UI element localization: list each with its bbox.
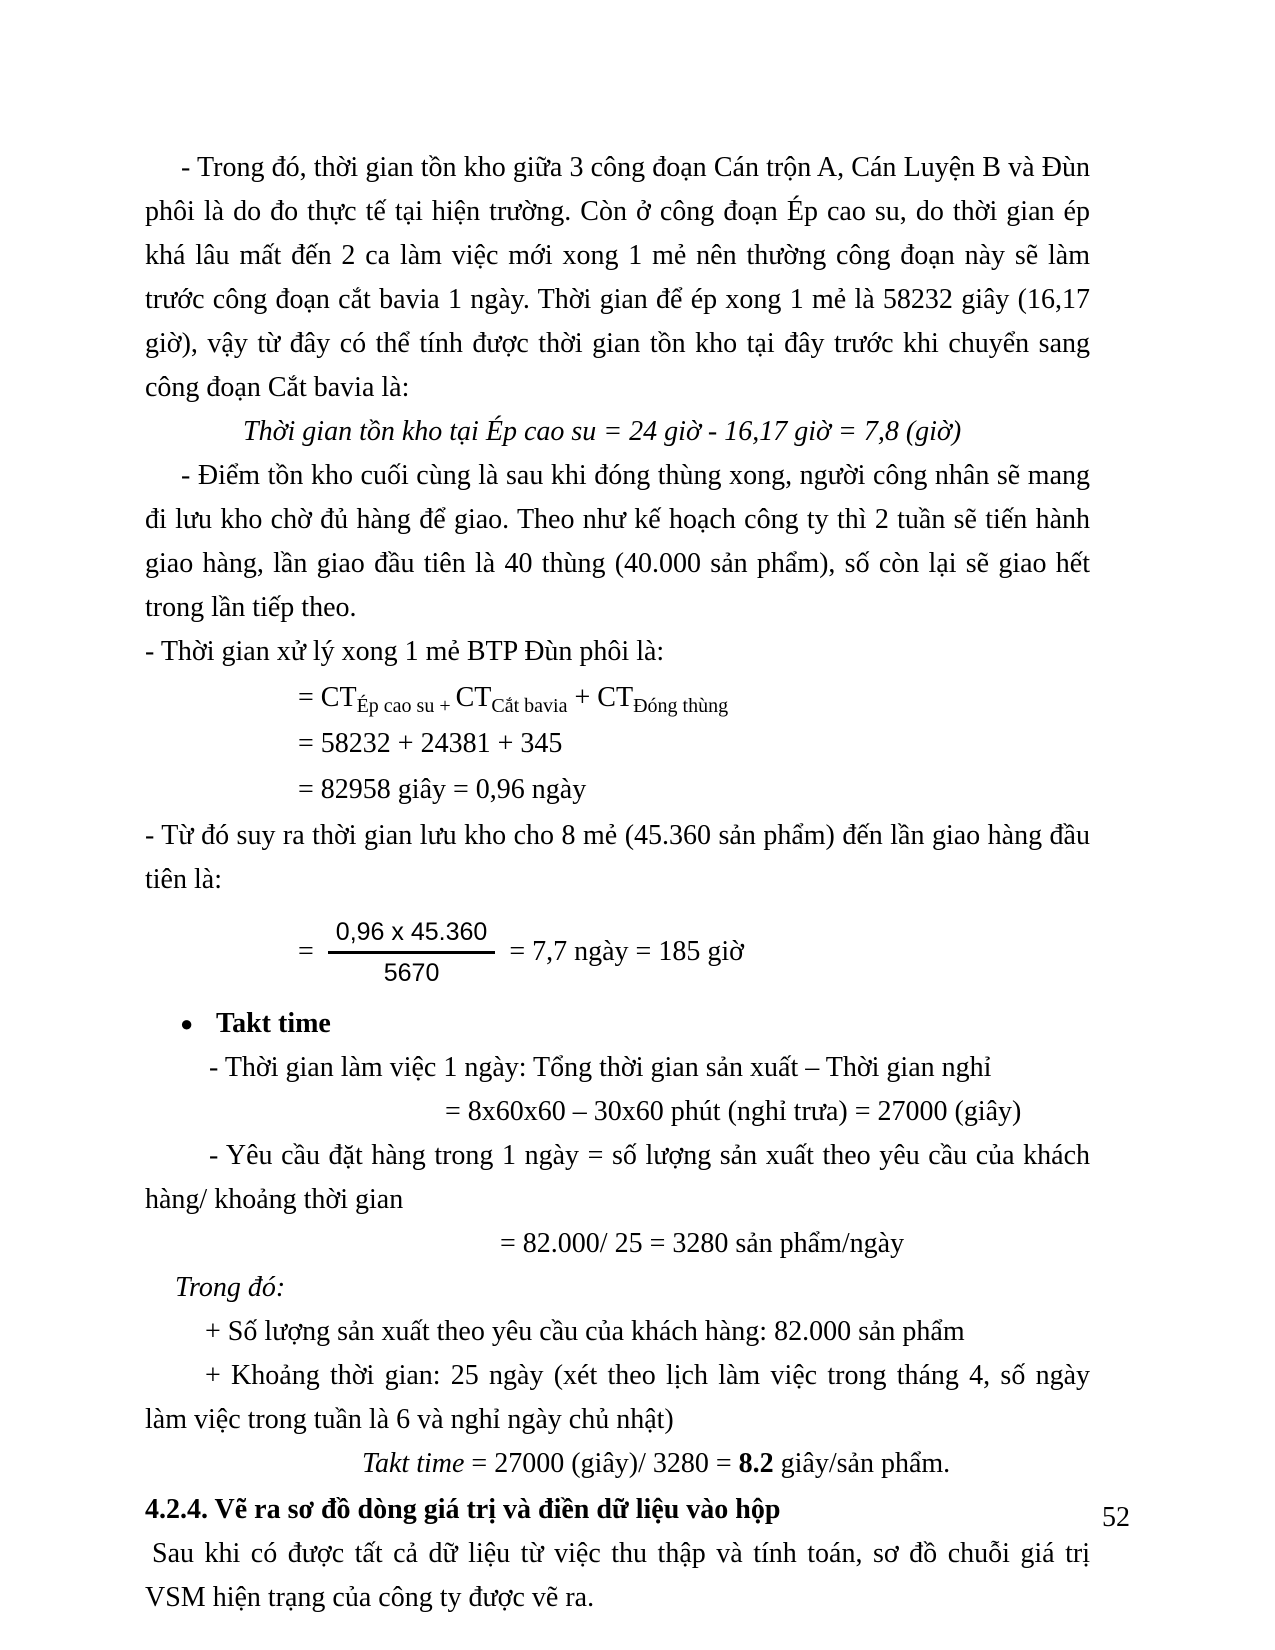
line-in-which: Trong đó: [175, 1272, 286, 1303]
eq-ct-subscript-ep-cao-su: Ép cao su [356, 695, 435, 717]
bullet-icon: ● [180, 1011, 194, 1036]
equation-inventory-ep-cao-su: Thời gian tồn kho tại Ép cao su = 24 giờ - 16,17 giờ = 7,8 (giờ) [243, 416, 962, 447]
line-daily-demand: - Yêu cầu đặt hàng trong 1 ngày = số lượng sản xuất theo yêu cầu của khách hàng/ khoảng thời gian [145, 1140, 1090, 1215]
eq-ct-term-1: = CT [298, 682, 357, 713]
paragraph-processing-time-intro: - Thời gian xử lý xong 1 mẻ BTP Đùn phôi là: [145, 636, 665, 667]
equation-cycle-time-sum [145, 676, 1090, 720]
fraction-equals-sign: = [298, 936, 314, 967]
eq-ct-term-2: CT [455, 682, 492, 713]
paragraph-final-inventory-point: - Điểm tồn kho cuối cùng là sau khi đóng thùng xong, người công nhân sẽ mang đi lưu kho chờ đủ hàng để giao. Theo như kế hoạch công ty thì 2 tuần sẽ tiến hành giao hàng, lần giao đầu tiên là 40 thùng (40.000 sản phẩm), số còn lại sẽ giao hết trong lần tiếp theo. [145, 460, 1090, 623]
section-heading-4-2-4: 4.2.4. Vẽ ra sơ đồ dòng giá trị và điền dữ liệu vào hộp [145, 1494, 781, 1525]
fraction-denominator: 5670 [383, 958, 440, 987]
eq-ct-subscript-dong-thung: Đóng thùng [633, 695, 729, 717]
fraction [328, 917, 496, 988]
line-plus-period: + Khoảng thời gian: 25 ngày (xét theo lịch làm việc trong tháng 4, số ngày làm việc trong tuần là 6 và nghỉ ngày chủ nhật) [145, 1360, 1090, 1435]
takt-time-bullet [145, 1002, 1090, 1046]
line-plus-quantity: + Số lượng sản xuất theo yêu cầu của khách hàng: 82.000 sản phẩm [205, 1316, 965, 1347]
paragraph-storage-time-intro: - Từ đó suy ra thời gian lưu kho cho 8 mẻ (45.360 sản phẩm) đến lần giao hàng đầu tiên là: [145, 820, 1090, 895]
fraction-result: = 7,7 ngày = 185 giờ [509, 936, 744, 967]
page-number: 52 [1102, 1502, 1130, 1533]
eq-ct-term-3: + CT [567, 682, 634, 713]
takt-time-value: 8.2 [738, 1448, 774, 1479]
document-body [145, 146, 1090, 1620]
line-working-time: - Thời gian làm việc 1 ngày: Tổng thời gian sản xuất – Thời gian nghỉ [209, 1052, 992, 1083]
eq-ct-subscript-cat-bavia: Cắt bavia [491, 695, 568, 717]
eq-ct-subscript-plus: + [434, 695, 456, 717]
paragraph-vsm-conclusion: Sau khi có được tất cả dữ liệu từ việc thu thập và tính toán, sơ đồ chuỗi giá trị VSM hiện trạng của công ty được vẽ ra. [145, 1538, 1090, 1613]
takt-time-unit: giây/sản phẩm. [773, 1448, 951, 1479]
equation-storage-fraction [145, 904, 1090, 1000]
equation-seconds-result: = 82958 giây = 0,96 ngày [298, 774, 587, 805]
fraction-numerator: 0,96 x 45.360 [328, 917, 496, 954]
takt-time-label: Takt time [362, 1448, 465, 1479]
equation-takt-time [145, 1442, 1090, 1486]
takt-time-bullet-label: Takt time [216, 1008, 331, 1039]
equation-working-time: = 8x60x60 – 30x60 phút (nghỉ trưa) = 27000 (giây) [445, 1096, 1022, 1127]
paragraph-inventory-explanation: - Trong đó, thời gian tồn kho giữa 3 công đoạn Cán trộn A, Cán Luyện B và Đùn phôi là do đo thực tế tại hiện trường. Còn ở công đoạn Ép cao su, do thời gian ép khá lâu mất đến 2 ca làm việc mới xong 1 mẻ nên thường công đoạn này sẽ làm trước công đoạn cắt bavia 1 ngày. Thời gian để ép xong 1 mẻ là 58232 giây (16,17 giờ), vậy từ đây có thể tính được thời gian tồn kho tại đây trước khi chuyển sang công đoạn Cắt bavia là: [145, 152, 1090, 403]
takt-time-middle: = 27000 (giây)/ 3280 = [464, 1448, 739, 1479]
equation-seconds-sum: = 58232 + 24381 + 345 [298, 728, 563, 759]
equation-daily-demand: = 82.000/ 25 = 3280 sản phẩm/ngày [500, 1228, 905, 1259]
